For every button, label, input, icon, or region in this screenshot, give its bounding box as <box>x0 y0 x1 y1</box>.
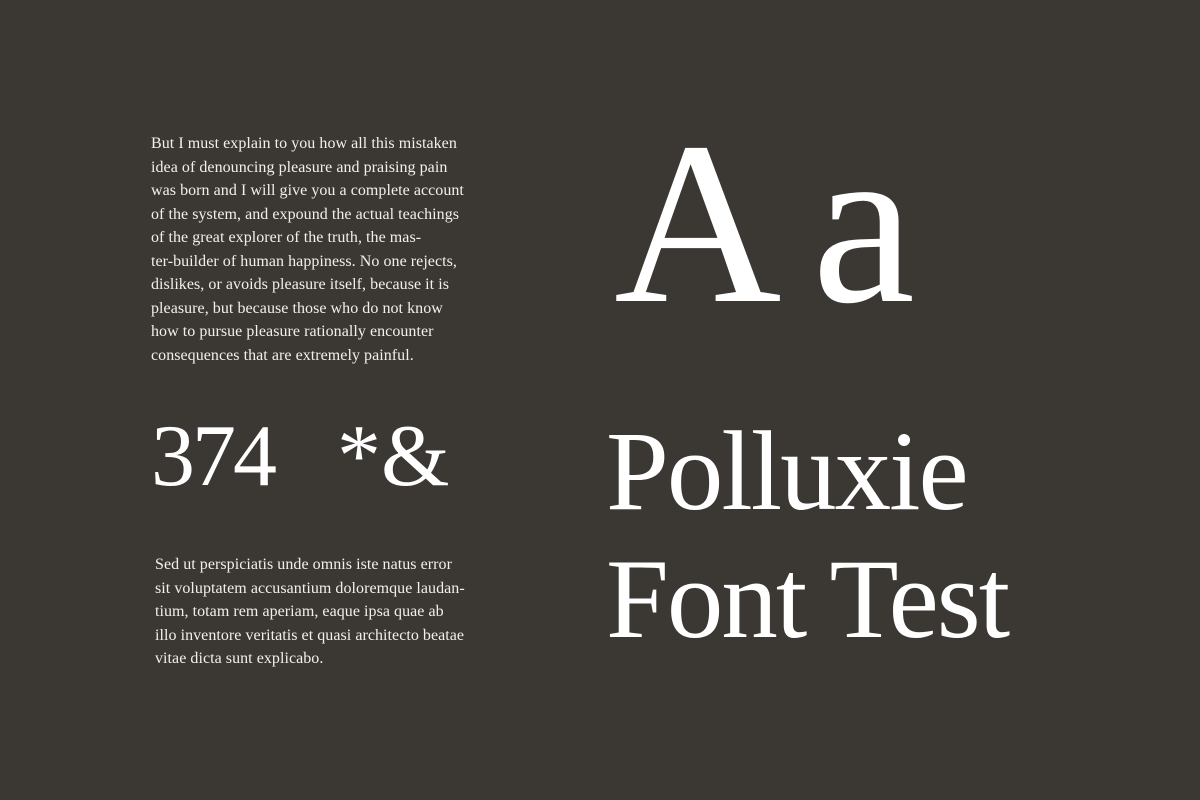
uppercase-a-glyph: A <box>614 95 782 352</box>
body-text-paragraph-1: But I must explain to you how all this mistaken idea of denouncing pleasure and praising pain was born and I will give you a complete account of the system, and expound the actual teachings of the great explorer of the truth, the mas- ter-builder of human happiness. No one rejects, dislikes, or avoids pleasure itself, because it is pleasure, but because those who do not know how to pursue pleasure rationally encounter consequences that are extremely painful. <box>151 135 464 364</box>
symbols-sample: *& <box>337 408 450 505</box>
title-line-1: Polluxie <box>606 409 967 534</box>
body-text-paragraph-2: Sed ut perspiciatis unde omnis iste natus error sit voluptatem accusantium doloremque laudan- tium, totam rem aperiam, eaque ipsa quae ab illo inventore veritatis et quasi architecto beatae vitae dicta sunt explicabo. <box>155 556 465 667</box>
numerals-sample: 374 <box>151 408 274 505</box>
font-name-title <box>606 408 1008 664</box>
lowercase-a-glyph: a <box>812 95 915 352</box>
title-line-2: Font Test <box>606 537 1009 662</box>
